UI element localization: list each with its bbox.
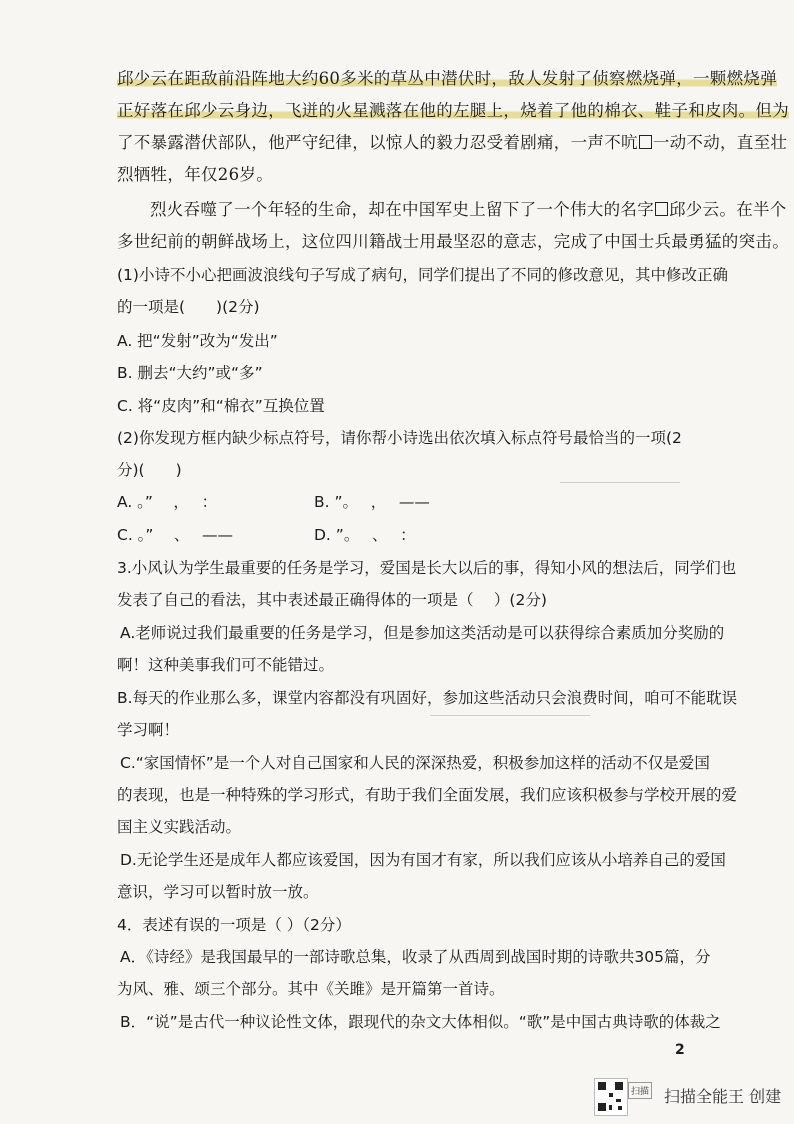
scan-speck (430, 715, 590, 716)
q1-option-a: A. 把“发射”改为“发出” (117, 332, 278, 350)
q1-option-b: B. 删去“大约”或“多” (117, 364, 263, 382)
scanner-watermark (594, 1078, 784, 1114)
page-number: 2 (675, 1042, 685, 1058)
q3-option-d-line-2: 意识，学习可以暂时放一放。 (117, 883, 319, 901)
q3-stem-line-2: 发表了自己的看法，其中表述最正确得体的一项是（ ）(2分) (117, 591, 547, 609)
q3-stem-line-1: 3.小风认为学生最重要的任务是学习，爱国是长大以后的事，得知小风的想法后，同学们也 (117, 559, 737, 577)
q2-stem-line-2: 分)( ) (117, 461, 182, 479)
q2-option-d: D. ”。 、 ： (314, 526, 416, 544)
passage-line-6: 多世纪前的朝鲜战场上，这位四川籍战士用最坚忍的意志，完成了中国士兵最勇猛的突击。 (117, 232, 789, 251)
passage-line-1: 邱少云在距敌前沿阵地大约60多米的草丛中潜伏时，敌人发射了侦察燃烧弹，一颗燃烧弹 (117, 69, 777, 88)
passage-line-2: 正好落在邱少云身边，飞迸的火星溅落在他的左腿上，烧着了他的棉衣、鞋子和皮肉。但为 (117, 101, 789, 120)
q2-stem-line-1: (2)你发现方框内缺少标点符号，请你帮小诗选出依次填入标点符号最恰当的一项(2 (117, 429, 682, 447)
watermark-text: 扫描全能王 创建 (664, 1087, 782, 1106)
passage-line-5: 烈火吞噬了一个年轻的生命，却在中国军史上留下了一个伟大的名字 邱少云。在半个 (150, 200, 787, 219)
q1-option-c: C. 将“皮肉”和“棉衣”互换位置 (117, 397, 325, 415)
q3-option-c-line-3: 国主义实践活动。 (117, 818, 242, 836)
q4-stem: 4．表述有误的一项是（ ）（2分） (117, 916, 351, 934)
q4-option-a-line-1: A．《诗经》是我国最早的一部诗歌总集，收录了从西周到战国时期的诗歌共305篇，分 (120, 948, 711, 966)
q3-option-a-line-2: 啊！这种美事我们可不能错过。 (117, 656, 335, 674)
scan-speck (560, 482, 680, 483)
q3-option-b-line-1: B.每天的作业那么多，课堂内容都没有巩固好，参加这些活动只会浪费时间，咱可不能耽误 (117, 689, 738, 707)
q2-option-a: A. 。” ， ： (117, 493, 218, 511)
q2-option-b: B. ”。 ， —— (314, 493, 430, 511)
q4-option-a-line-2: 为风、雅、颂三个部分。其中《关雎》是开篇第一首诗。 (117, 980, 505, 998)
qr-code-icon (594, 1078, 628, 1116)
q3-option-b-line-2: 学习啊！ (117, 721, 180, 739)
passage-line-3: 了不暴露潜伏部队，他严守纪律，以惊人的毅力忍受着剧痛，一声不吭 一动不动，直至壮 (117, 133, 788, 152)
q2-option-c: C. 。” 、 —— (117, 526, 234, 544)
q3-option-c-line-2: 的表现，也是一种特殊的学习形式，有助于我们全面发展，我们应该积极参与学校开展的爱 (117, 786, 738, 804)
punctuation-blank-box (639, 135, 652, 149)
punctuation-blank-box (655, 202, 668, 216)
q3-option-d-line-1: D.无论学生还是成年人都应该爱国，因为有国才有家，所以我们应该从小培养自己的爱国 (120, 851, 726, 869)
passage-line-4: 烈牺牲，年仅26岁。 (117, 165, 273, 184)
q3-option-c-line-1: C.“家国情怀”是一个人对自己国家和人民的深深热爱，积极参加这样的活动不仅是爱国 (120, 754, 710, 772)
q1-stem-line-2: 的一项是( )(2分) (117, 298, 260, 316)
q3-option-a-line-1: A.老师说过我们最重要的任务是学习，但是参加这类活动是可以获得综合素质加分奖励的 (120, 624, 725, 642)
watermark-logo: 扫描 (628, 1082, 652, 1099)
q4-option-b-line-1: B．“说”是古代一种议论性文体，跟现代的杂文大体相似。“歌”是中国古典诗歌的体裁之 (120, 1013, 721, 1031)
q1-stem-line-1: (1)小诗不小心把画波浪线句子写成了病句，同学们提出了不同的修改意见，其中修改正确 (117, 266, 728, 284)
